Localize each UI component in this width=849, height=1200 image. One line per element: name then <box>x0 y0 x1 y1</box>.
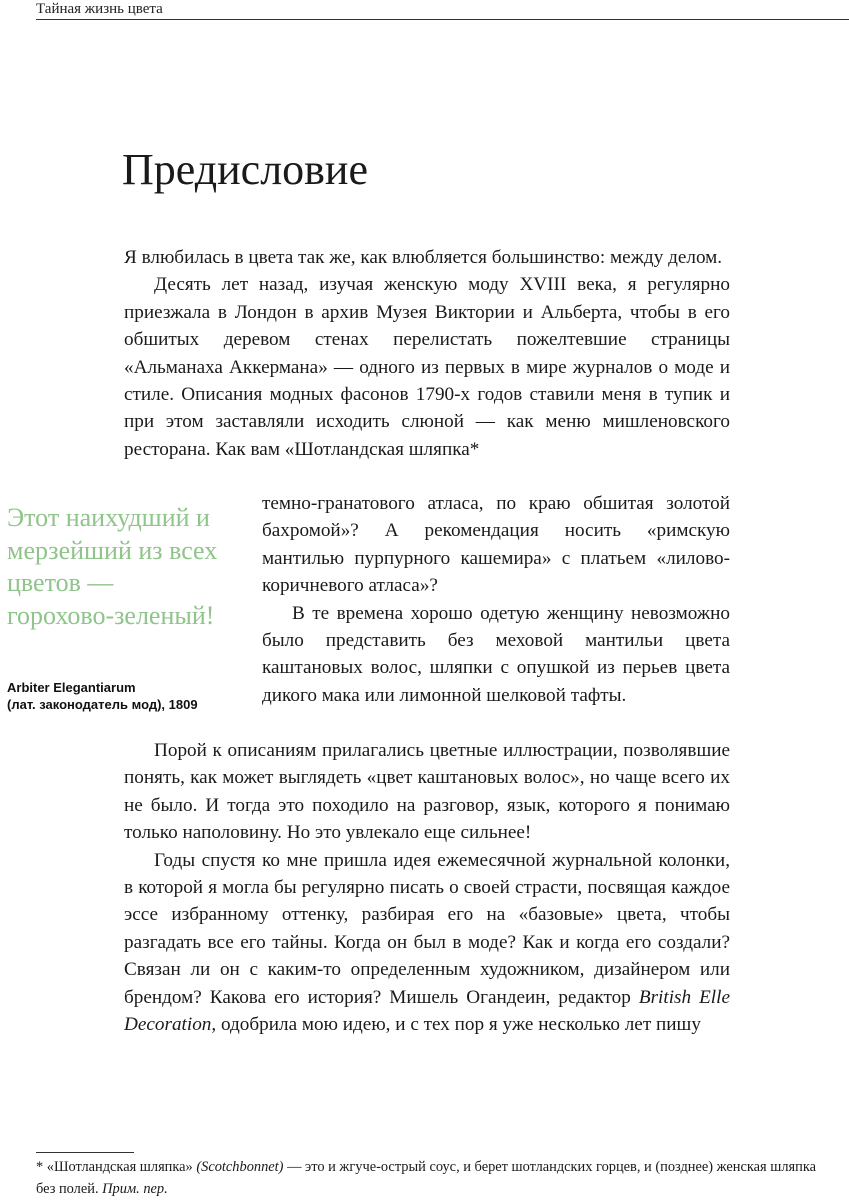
paragraph-3: В те времена хорошо одетую женщину невозможно было представить без меховой мантильи цвета каштановых волос, шляпки с опушкой из перьев цвета дикого мака или лимонной шелковой тафты. <box>262 602 730 706</box>
magazine-title: British Elle Decoration <box>124 986 730 1036</box>
paragraph-5-end: , одобрила мою идею, и с тех пор я уже несколько лет пишу <box>211 1014 701 1036</box>
paragraph-2-text: Десять лет назад, изучая женскую моду XVIII века, я регулярно приезжала в Лондон в архив Музея Виктории и Альберта, чтобы в его обшитых деревом стенах перелистать пожелтевшие страницы «Альманаха Аккермана» — одного из первых в мире журналов о моде и стиле. Описания модных фасонов 1790-х годов ставили меня в тупик и при этом заставляли исходить слюной — как меню мишленовского ресторана. Как вам «Шотландская шляпка* <box>124 274 730 460</box>
quote-source-name: Arbiter Elegantiarum <box>7 680 136 695</box>
pull-quote: Этот наихудший и мерзейший из всех цветов — горохово-зеленый! <box>7 503 218 630</box>
pull-quote-source <box>7 679 237 713</box>
footnote-text-mid: — это и жгуче-острый соус, и берет шотландских горцев, и (позднее) женская шляпка без полей. <box>36 1159 816 1197</box>
paragraph-5-start: Годы спустя ко мне пришла идея ежемесячной журнальной колонки, в которой я могла бы регулярно писать о своей страсти, посвящая каждое эссе избранному оттенку, разбирая его на «базовые» цвета, чтобы разгадать все его тайны. Когда он был в моде? Как и когда его создали? Связан ли он с каким-то определенным художником, дизайнером или брендом? Какова его история? Мишель Огандеин, редактор <box>124 849 730 1008</box>
header-divider <box>36 19 849 20</box>
paragraph-1: Я влюбилась в цвета так же, как влюбляется большинство: между делом. <box>124 247 723 268</box>
paragraph-2-tail: темно-гранатового атласа, по краю обшитая золотой бахромой»? А рекомендация носить «римскую мантилью пурпурного кашемира» с платьем «лилово-коричневого атласа»? <box>262 493 730 597</box>
running-head: Тайная жизнь цвета <box>36 1 163 17</box>
footnote-mark: * <box>36 1159 47 1175</box>
quote-source-detail: (лат. законодатель мод), 1809 <box>7 697 198 712</box>
footnote <box>36 1156 836 1200</box>
footnote-divider <box>36 1152 134 1153</box>
paragraph-4: Порой к описаниям прилагались цветные иллюстрации, позволявшие понять, как может выглядеть «цвет каштановых волос», но чаще всего их не было. И тогда это походило на разговор, язык, которого я понимаю только наполовину. Но это увлекало еще сильнее! <box>124 740 730 844</box>
footnote-term: (Scotchbonnet) <box>196 1159 284 1175</box>
paragraph-2 <box>124 271 730 463</box>
body-text-top <box>124 244 730 463</box>
footnote-text-start: «Шотландская шляпка» <box>46 1159 197 1175</box>
chapter-title: Предисловие <box>122 145 368 194</box>
body-text-wrapped <box>262 490 730 709</box>
body-text-bottom <box>124 737 730 1038</box>
paragraph-5 <box>124 847 730 1039</box>
footnote-translator-note: Прим. пер. <box>102 1181 168 1197</box>
